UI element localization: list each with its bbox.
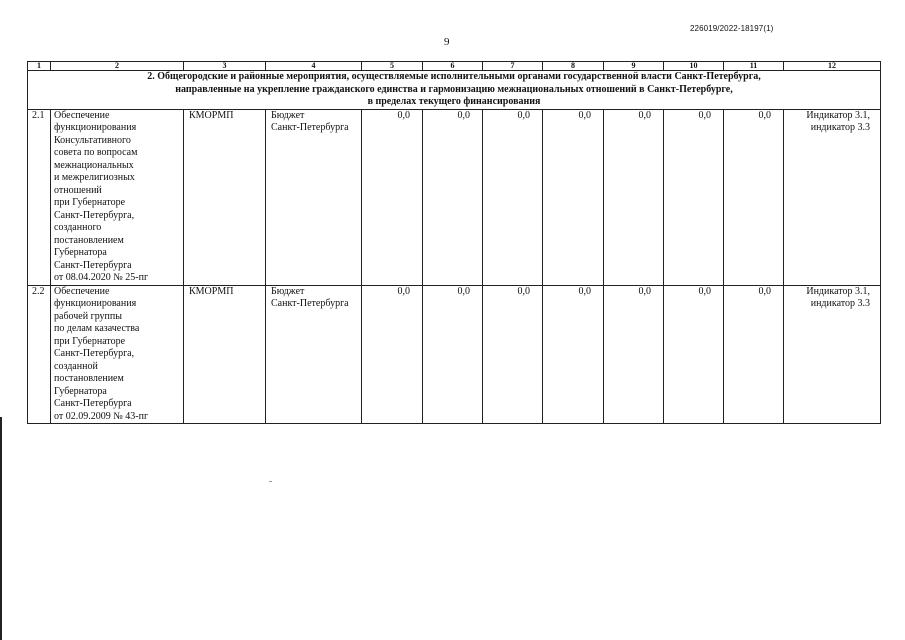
indicator-line: Индикатор 3.1, bbox=[806, 109, 870, 121]
scan-edge-mark bbox=[0, 417, 2, 640]
document-id: 226019/2022-18197(1) bbox=[690, 24, 774, 33]
table-row bbox=[28, 109, 881, 285]
measure-name-line: от 08.04.2020 № 25-пг bbox=[54, 272, 149, 283]
column-number: 1 bbox=[28, 62, 51, 71]
funding-value: 0,0 bbox=[483, 109, 543, 285]
column-number: 11 bbox=[724, 62, 784, 71]
row-number: 2.2 bbox=[28, 285, 51, 424]
column-number: 4 bbox=[266, 62, 362, 71]
measure-name-line: рабочей группы bbox=[54, 310, 122, 322]
measure-name bbox=[51, 109, 184, 285]
indicator-line: индикатор 3.3 bbox=[810, 122, 870, 133]
funding-source-line: Бюджет bbox=[271, 109, 305, 121]
funding-value: 0,0 bbox=[664, 109, 724, 285]
measure-name-line: созданного bbox=[54, 222, 102, 233]
section-heading-line: 2. Общегородские и районные мероприятия, осуществляемые исполнительными органами государственной власти Санкт-Петербурга, bbox=[147, 71, 761, 82]
measure-name-line: Санкт-Петербурга bbox=[54, 259, 132, 271]
funding-source-line: Санкт-Петербурга bbox=[271, 298, 349, 309]
funding-value: 0,0 bbox=[483, 285, 543, 424]
funding-value: 0,0 bbox=[543, 109, 604, 285]
column-number: 6 bbox=[423, 62, 483, 71]
funding-value: 0,0 bbox=[724, 285, 784, 424]
measure-name-line: и межрелигиозных bbox=[54, 172, 135, 183]
column-number: 12 bbox=[784, 62, 881, 71]
measure-name-line: от 02.09.2009 № 43-пг bbox=[54, 410, 149, 422]
indicator bbox=[784, 109, 881, 285]
section-heading bbox=[28, 71, 881, 110]
measure-name-line: постановлением bbox=[54, 373, 124, 384]
column-number: 9 bbox=[604, 62, 664, 71]
column-number: 3 bbox=[184, 62, 266, 71]
column-number: 8 bbox=[543, 62, 604, 71]
column-number: 7 bbox=[483, 62, 543, 71]
measure-name-line: Консультативного bbox=[54, 134, 131, 146]
row-number: 2.1 bbox=[28, 109, 51, 285]
measures-table bbox=[27, 61, 881, 424]
measure-name bbox=[51, 285, 184, 424]
measure-name-line: функционирования bbox=[54, 298, 137, 309]
column-number-row bbox=[28, 62, 881, 71]
column-number: 2 bbox=[51, 62, 184, 71]
funding-source-line: Санкт-Петербурга bbox=[271, 122, 349, 133]
measure-name-line: Санкт-Петербурга, bbox=[54, 209, 135, 221]
measure-name-line: совета по вопросам bbox=[54, 147, 138, 158]
measure-name-line: Обеспечение bbox=[54, 109, 110, 121]
column-number: 10 bbox=[664, 62, 724, 71]
section-heading-line: в пределах текущего финансирования bbox=[367, 96, 541, 107]
scan-speck bbox=[269, 481, 272, 482]
funding-value: 0,0 bbox=[724, 109, 784, 285]
indicator-line: индикатор 3.3 bbox=[810, 298, 870, 309]
funding-source bbox=[266, 109, 362, 285]
executor: КМОРМП bbox=[184, 285, 266, 424]
executor: КМОРМП bbox=[184, 109, 266, 285]
section-heading-line: направленные на укрепление гражданского единства и гармонизацию межнациональных отношений в Санкт-Петербурге, bbox=[175, 83, 733, 95]
measure-name-line: Обеспечение bbox=[54, 285, 110, 297]
funding-value: 0,0 bbox=[362, 285, 423, 424]
measure-name-line: постановлением bbox=[54, 234, 124, 246]
measure-name-line: Губернатора bbox=[54, 385, 107, 397]
indicator-line: Индикатор 3.1, bbox=[806, 285, 870, 297]
table-row bbox=[28, 285, 881, 424]
funding-value: 0,0 bbox=[604, 285, 664, 424]
funding-value: 0,0 bbox=[423, 285, 483, 424]
measure-name-line: при Губернаторе bbox=[54, 197, 126, 208]
measure-name-line: отношений bbox=[54, 184, 102, 196]
measure-name-line: функционирования bbox=[54, 122, 137, 133]
funding-value: 0,0 bbox=[362, 109, 423, 285]
funding-value: 0,0 bbox=[543, 285, 604, 424]
funding-source bbox=[266, 285, 362, 424]
measure-name-line: созданной bbox=[54, 360, 98, 372]
measure-name-line: Санкт-Петербурга bbox=[54, 398, 132, 409]
indicator bbox=[784, 285, 881, 424]
measure-name-line: при Губернаторе bbox=[54, 335, 126, 347]
measure-name-line: по делам казачества bbox=[54, 323, 140, 334]
page-number: 9 bbox=[444, 36, 450, 48]
column-number: 5 bbox=[362, 62, 423, 71]
measure-name-line: Губернатора bbox=[54, 247, 107, 258]
measure-name-line: Санкт-Петербурга, bbox=[54, 348, 135, 359]
funding-value: 0,0 bbox=[664, 285, 724, 424]
funding-value: 0,0 bbox=[604, 109, 664, 285]
measure-name-line: межнациональных bbox=[54, 159, 134, 171]
funding-value: 0,0 bbox=[423, 109, 483, 285]
funding-source-line: Бюджет bbox=[271, 285, 305, 297]
section-heading-row bbox=[28, 71, 881, 110]
